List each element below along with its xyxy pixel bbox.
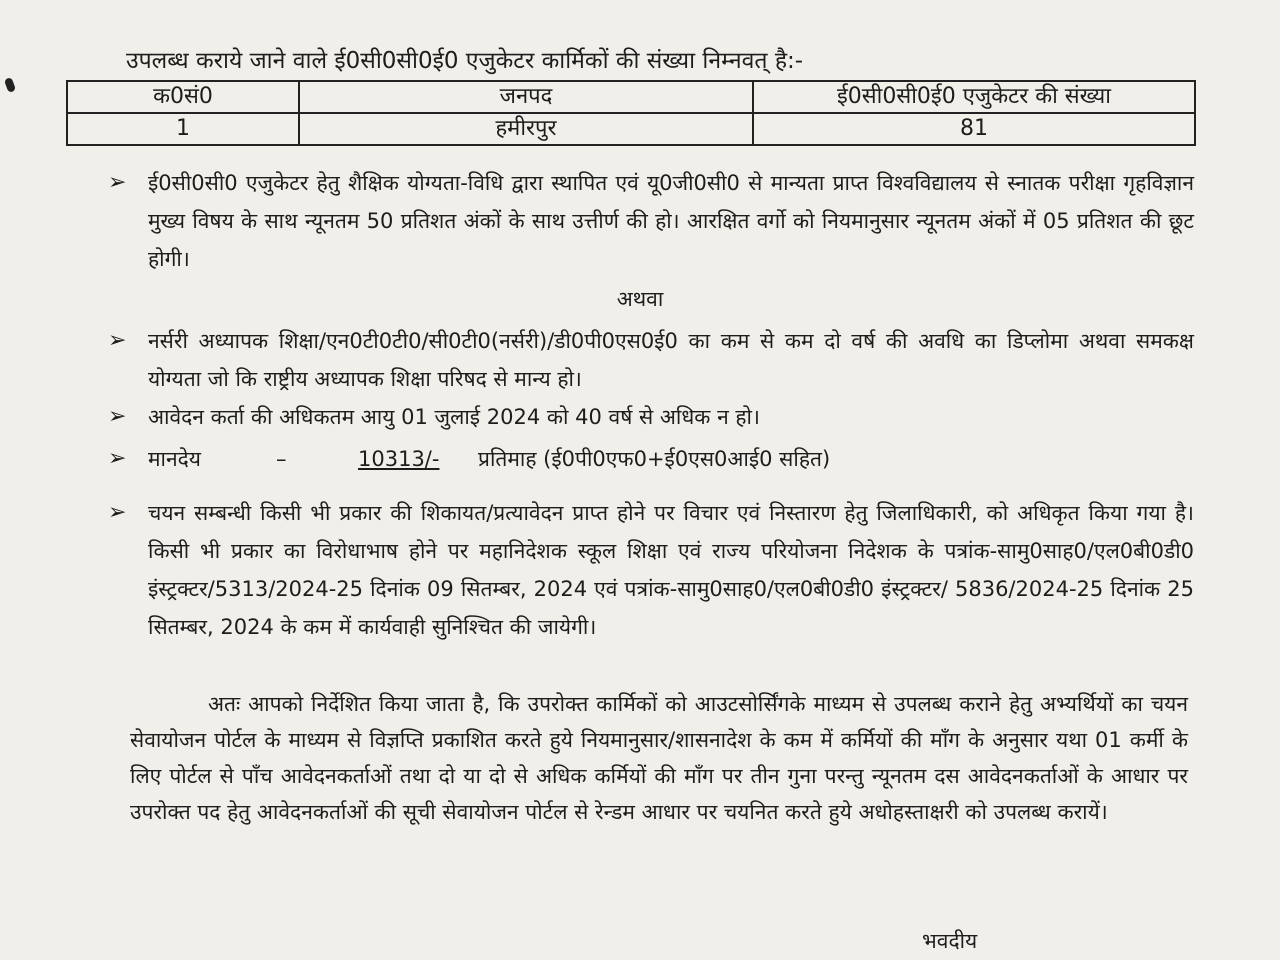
closing-salutation: भवदीय — [922, 929, 978, 953]
cell-district: हमीरपुर — [299, 113, 753, 145]
arrow-bullet-icon: ➢ — [108, 404, 127, 429]
cell-count: 81 — [753, 113, 1195, 145]
honorarium-value: 10313/- — [358, 447, 440, 471]
arrow-bullet-icon: ➢ — [108, 500, 127, 525]
complaint-text: चयन सम्बन्धी किसी भी प्रकार की शिकायत/प्रत्यावेदन प्राप्त होने पर विचार एवं निस्तारण हेतु जिलाधिकारी, को अधिकृत किया गया है। किसी भी प्रकार का विरोधाभाष होने पर महानिदेशक स्कूल शिक्षा एवं राज्य परियोजना निदेशक के पत्रांक-सामु0साह0/एल0बी0डी0 इंस्ट्रक्टर/5313/2024-25 दिनांक 09 सितम्बर, 2024 एवं पत्रांक-सामु0साह0/एल0बी0डी0 इंस्ट्रक्टर/ 5836/2024-25 दिनांक 25 सितम्बर, 2024 के कम में कार्यवाही सुनिश्चित की जायेगी। — [148, 501, 1194, 639]
honorarium-dash: – — [276, 447, 287, 471]
table-row — [67, 113, 1195, 145]
instruction-paragraph: अतः आपको निर्देशित किया जाता है, कि उपरोक्त कार्मिकों को आउटसोर्सिंगके माध्यम से उपलब्ध कराने हेतु अभ्यर्थियों का चयन सेवायोजन पोर्टल के माध्यम से विज्ञप्ति प्रकाशित करते हुये नियमानुसार/शासनादेश के कम में कर्मियों की माँग के अनुसार यथा 01 कर्मी के लिए पोर्टल से पाँच आवेदनकर्ताओं तथा दो या दो से अधिक कर्मियों की माँग पर तीन गुना परन्तु न्यूनतम दस आवेदनकर्ताओं के आधार पर उपरोक्त पद हेतु आवेदनकर्ताओं की सूची सेवायोजन पोर्टल से रेन्डम आधार पर चयनित करते हुये अधोहस्ताक्षरी को उपलब्ध करायें। — [130, 692, 1188, 824]
qualification-text: ई0सी0सी0 एजुकेटर हेतु शैक्षिक योग्यता-विधि द्वारा स्थापित एवं यू0जी0सी0 से मान्यता प्राप्त विश्वविद्यालय से स्नातक परीक्षा गृहविज्ञान मुख्य विषय के साथ न्यूनतम 50 प्रतिशत अंकों के साथ उत्तीर्ण की हो। आरक्षित वर्गो को नियमानुसार न्यूनतम अंकों में 05 प्रतिशत की छूट होगी। — [148, 171, 1194, 271]
margin-ink-mark — [4, 77, 16, 93]
header-educator-count: ई0सी0सी0ई0 एजुकेटर की संख्या — [753, 81, 1195, 113]
honorarium-label: मानदेय — [148, 447, 201, 471]
header-district: जनपद — [299, 81, 753, 113]
honorarium-desc: प्रतिमाह (ई0पी0एफ0+ई0एस0आई0 सहित) — [478, 447, 831, 471]
diploma-text: नर्सरी अध्यापक शिक्षा/एन0टी0टी0/सी0टी0(नर्सरी)/डी0पी0एस0ई0 का कम से कम दो वर्ष की अवधि का डिप्लोमा अथवा समकक्ष योग्यता जो कि राष्ट्रीय अध्यापक शिक्षा परिषद से मान्य हो। — [148, 329, 1194, 391]
intro-line: उपलब्ध कराये जाने वाले ई0सी0सी0ई0 एजुकेटर कार्मिकों की संख्या निम्नवत् है:- — [126, 48, 804, 74]
educator-count-table — [66, 80, 1196, 146]
or-separator: अथवा — [616, 287, 664, 311]
cell-serial: 1 — [67, 113, 299, 145]
arrow-bullet-icon: ➢ — [108, 328, 127, 353]
table-header-row — [67, 81, 1195, 113]
arrow-bullet-icon: ➢ — [108, 170, 127, 195]
age-text: आवेदन कर्ता की अधिकतम आयु 01 जुलाई 2024 को 40 वर्ष से अधिक न हो। — [148, 405, 760, 429]
header-serial: क0सं0 — [67, 81, 299, 113]
arrow-bullet-icon: ➢ — [108, 446, 127, 471]
